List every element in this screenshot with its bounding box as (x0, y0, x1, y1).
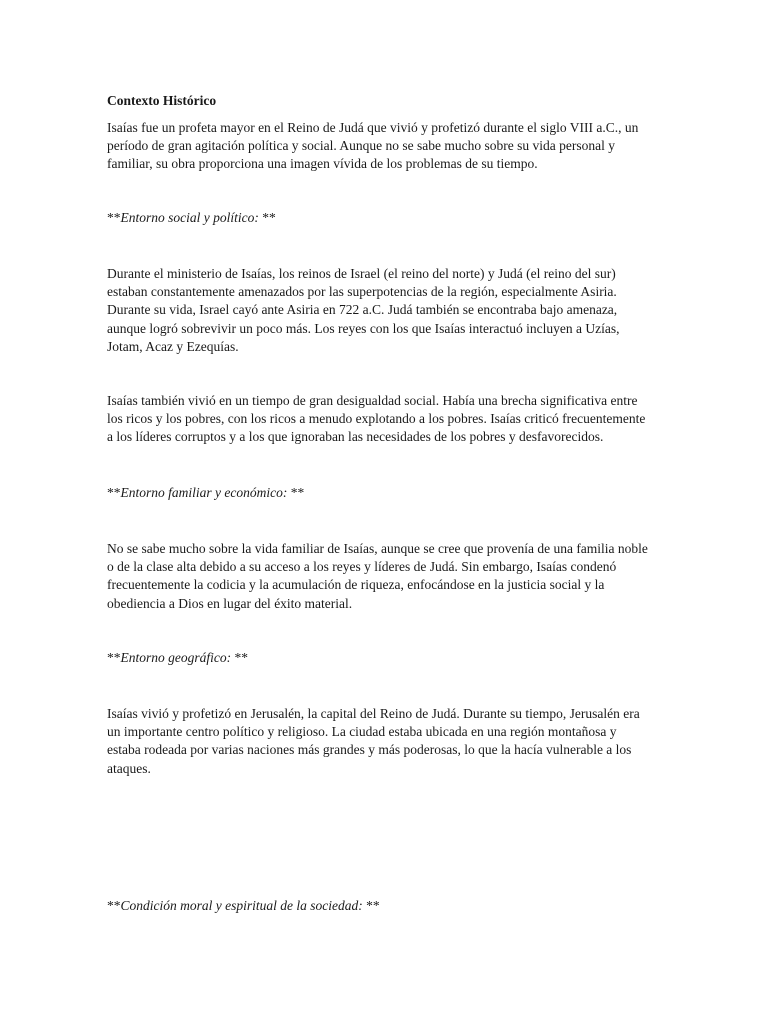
text-line: Isaías también vivió en un tiempo de gran desigualdad social. Había una brecha significativa entre (107, 393, 638, 408)
paragraph (107, 705, 667, 778)
heading-prefix: ** (107, 210, 121, 225)
text-line: a los líderes corruptos y a los que ignoraban las necesidades de los pobres y desfavorecidos. (107, 429, 604, 445)
paragraph (107, 540, 667, 613)
text-line: período de gran agitación política y social. Aunque no se sabe mucho sobre su vida personal y (107, 138, 615, 154)
heading-prefix: ** (107, 485, 121, 500)
text-line: un importante centro político y religioso. La ciudad estaba ubicada en una región montañosa y (107, 724, 617, 740)
heading-text: Entorno geográfico: (120, 650, 232, 665)
heading-text: Entorno social y político: (120, 210, 259, 225)
text-line: o de la clase alta debido a su acceso a los reyes y líderes de Judá. Sin embargo, Isaías condenó (107, 559, 617, 575)
heading-suffix: ** (258, 210, 276, 225)
text-line: No se sabe mucho sobre la vida familiar de Isaías, aunque se cree que provenía de una familia noble (107, 541, 648, 556)
section-heading-social-political (107, 209, 276, 227)
text-line: familiar, su obra proporciona una imagen vívida de los problemas de su tiempo. (107, 156, 538, 172)
text-line: Durante el ministerio de Isaías, los reinos de Israel (el reino del norte) y Judá (el reino del sur) (107, 266, 616, 281)
text-line: los ricos y los pobres, con los ricos a menudo explotando a los pobres. Isaías criticó frecuentemente (107, 411, 646, 427)
text-line: estaban constantemente amenazados por las superpotencias de la región, especialmente Asiria. (107, 284, 617, 300)
text-line: Isaías fue un profeta mayor en el Reino de Judá que vivió y profetizó durante el siglo VIII a.C., un (107, 120, 639, 135)
text-line: obediencia a Dios en lugar del éxito material. (107, 595, 353, 611)
text-line: Isaías vivió y profetizó en Jerusalén, la capital del Reino de Judá. Durante su tiempo, Jerusalén era (107, 706, 640, 721)
text-line: estaba rodeada por varias naciones más grandes y más poderosas, lo que la hacía vulnerable a los (107, 742, 632, 758)
heading-prefix: ** (107, 898, 121, 913)
heading-suffix: ** (231, 650, 248, 665)
text-line: Jotam, Acaz y Ezequías. (107, 338, 239, 354)
text-line: aunque logró sobrevivir un poco más. Los reyes con los que Isaías interactuó incluyen a Uzías, (107, 320, 620, 336)
section-heading-moral-spiritual (107, 897, 380, 915)
heading-prefix: ** (107, 650, 121, 665)
paragraph (107, 265, 667, 356)
section-heading-family-economic (107, 484, 304, 502)
heading-text: Entorno familiar y económico: (120, 485, 288, 500)
text-line: Durante su vida, Israel cayó ante Asiria en 722 a.C. Judá también se encontraba bajo amenaza, (107, 302, 618, 318)
text-line: ataques. (107, 760, 151, 776)
section-heading-geographic (107, 649, 248, 667)
heading-text: Condición moral y espiritual de la sociedad: (120, 898, 363, 913)
intro-paragraph (107, 119, 667, 174)
text-line: frecuentemente la codicia y la acumulación de riqueza, enfocándose en la justicia social y la (107, 577, 605, 593)
document-title: Contexto Histórico (107, 93, 217, 108)
heading-suffix: ** (287, 485, 305, 500)
heading-suffix: ** (362, 898, 380, 913)
paragraph (107, 392, 667, 447)
